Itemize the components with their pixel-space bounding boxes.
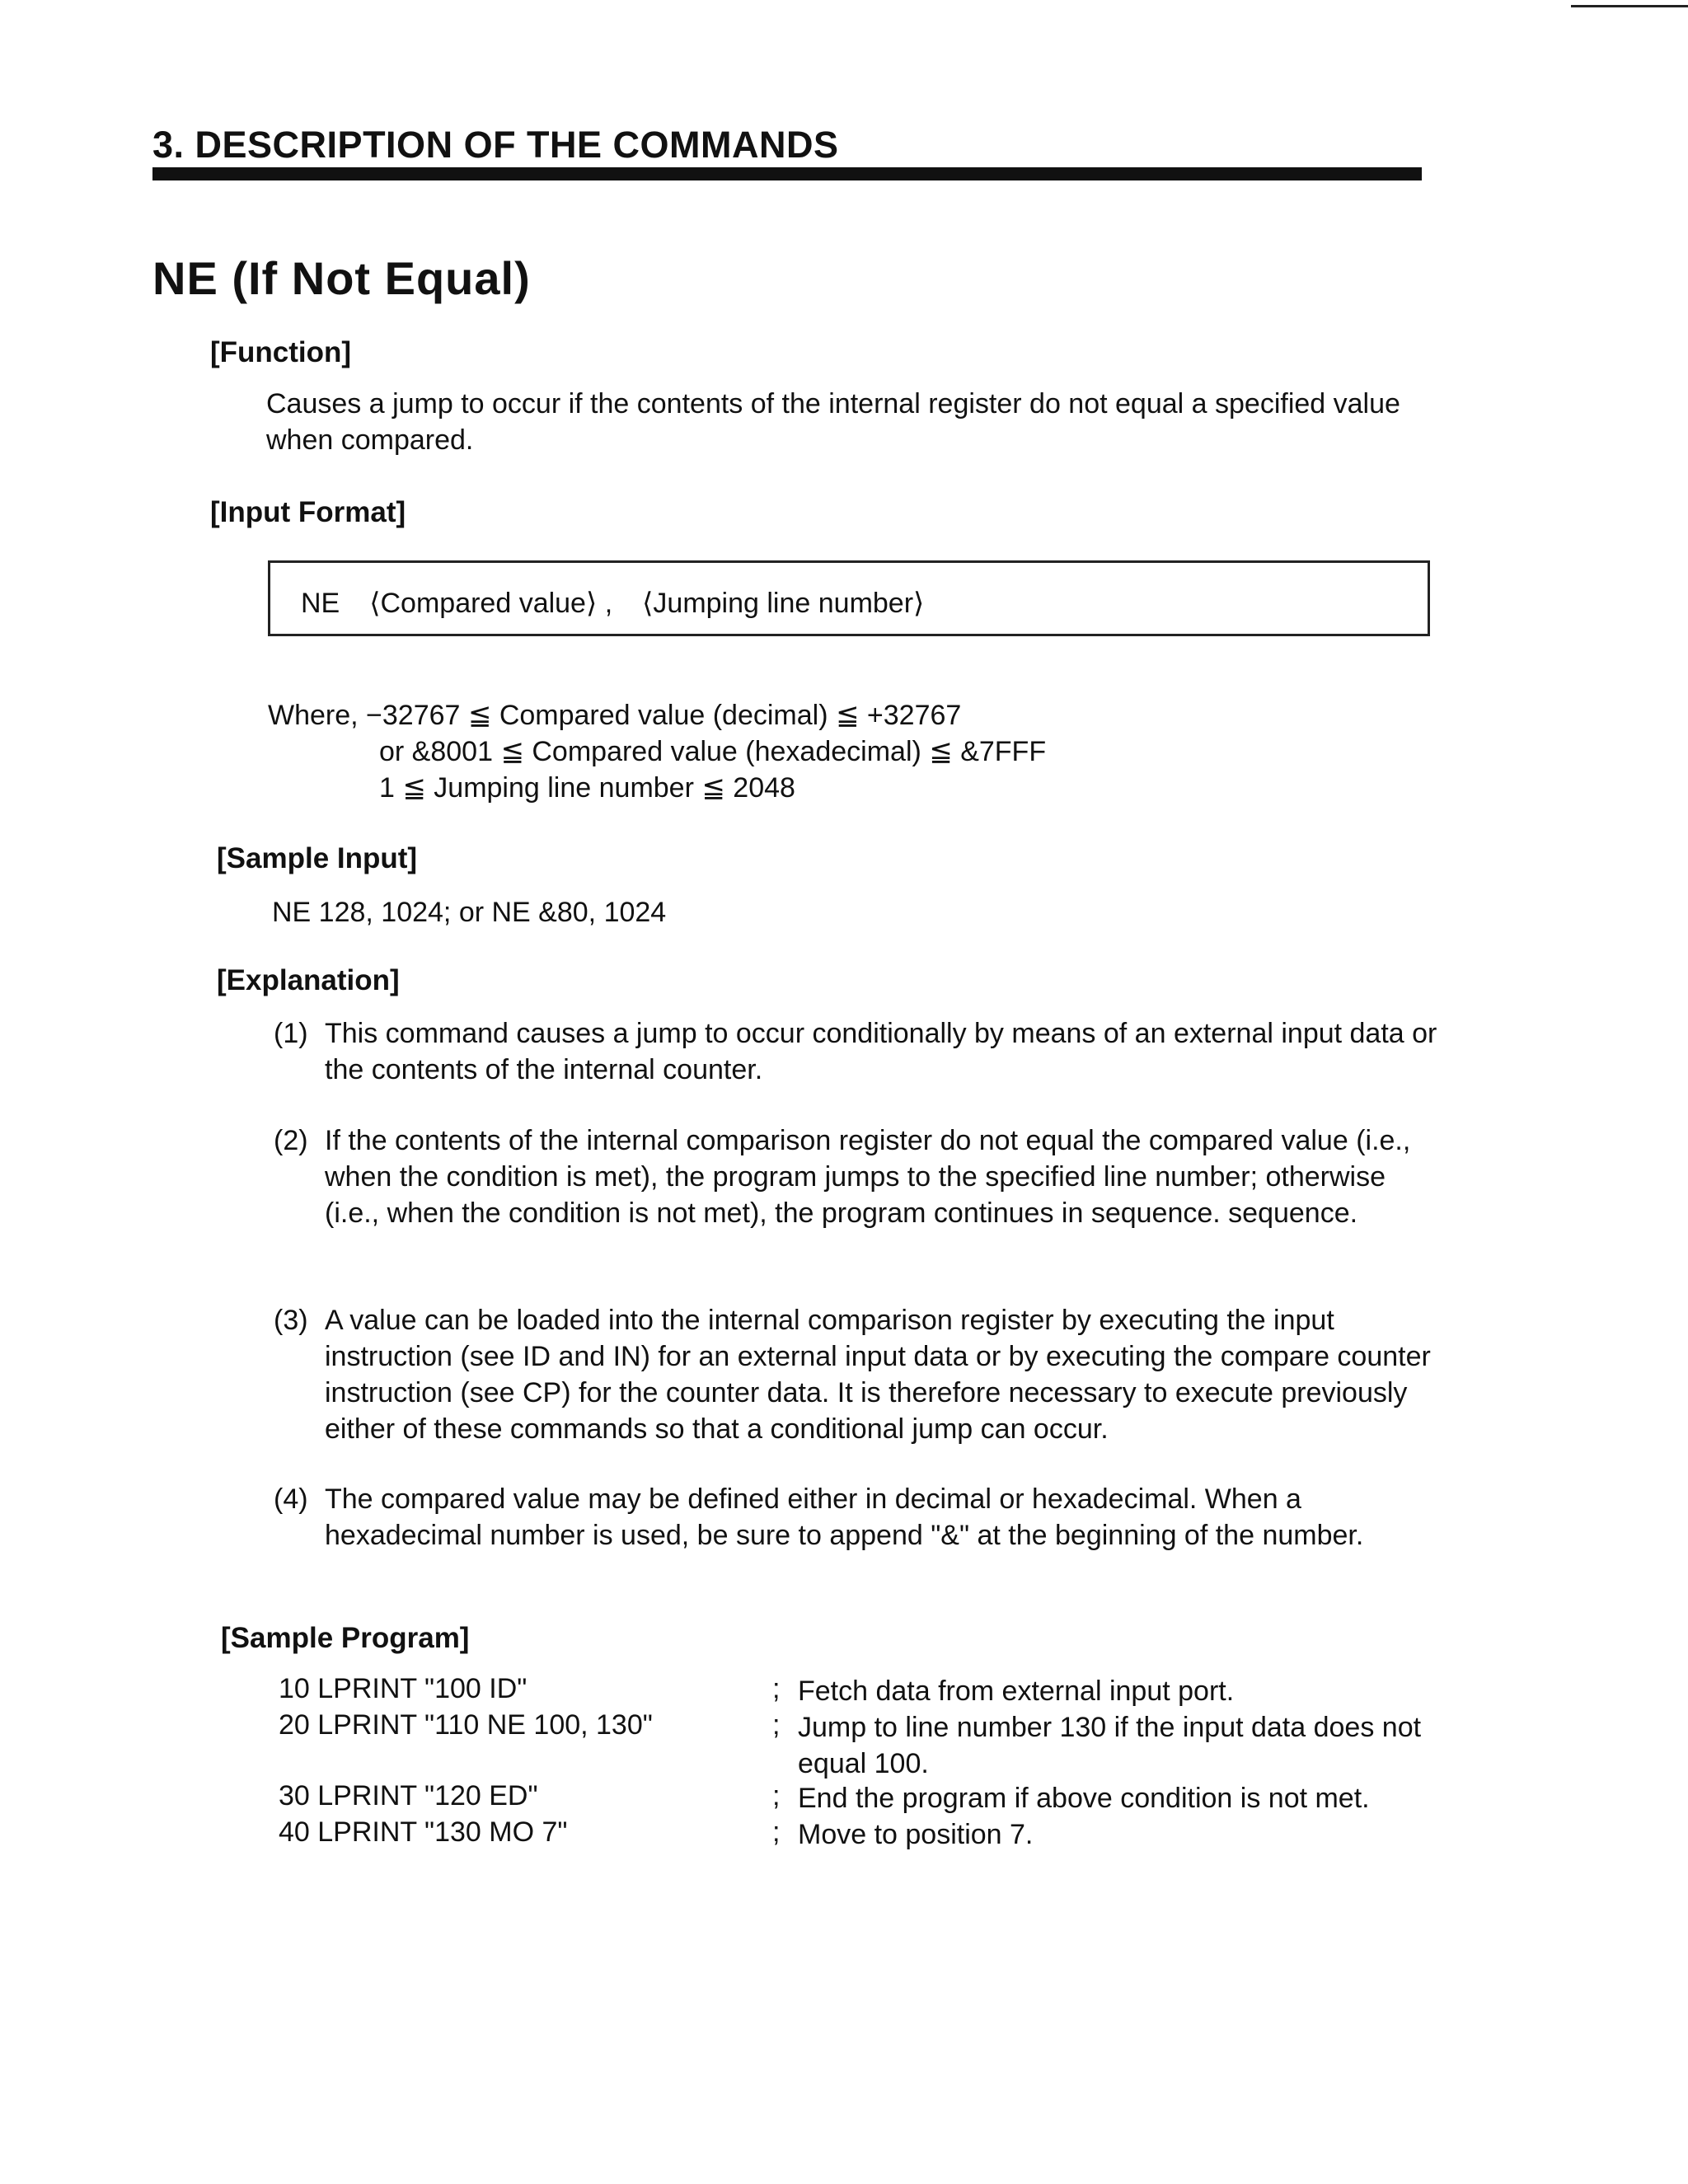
sample-program-heading: [Sample Program] — [221, 1622, 470, 1654]
where-line-1: Where, −32767 ≦ Compared value (decimal) ≦ +32767 — [268, 700, 962, 731]
item-number: (1) — [274, 1018, 308, 1049]
program-line-1-semicolon: ; — [772, 1673, 781, 1704]
where-line-3: 1 ≦ Jumping line number ≦ 2048 — [379, 772, 795, 804]
chapter-title: 3. DESCRIPTION OF THE COMMANDS — [152, 124, 839, 166]
format-arg-compared: ⟨Compared value⟩ — [369, 588, 598, 619]
format-syntax — [301, 587, 924, 620]
scan-artifact-line — [1571, 5, 1688, 7]
chapter-rule — [152, 167, 1422, 180]
command-title: NE (If Not Equal) — [152, 252, 531, 304]
program-line-4-semicolon: ; — [772, 1816, 781, 1848]
where-line-2: or &8001 ≦ Compared value (hexadecimal) ≦ &7FFF — [379, 736, 1047, 767]
explanation-item-4 — [274, 1481, 1444, 1596]
program-line-3-comment: End the program if above condition is not met. — [798, 1783, 1370, 1814]
format-arg-jump: ⟨Jumping line number⟩ — [642, 588, 925, 619]
item-number: (3) — [274, 1305, 308, 1336]
program-line-2-comment: Jump to line number 130 if the input data does not equal 100. — [798, 1712, 1422, 1779]
program-line-1-code: 10 LPRINT "100 ID" — [279, 1673, 528, 1704]
program-line-4-comment: Move to position 7. — [798, 1819, 1034, 1850]
format-cmd: NE — [301, 588, 340, 619]
item-number: (2) — [274, 1125, 308, 1156]
sample-input-text: NE 128, 1024; or NE &80, 1024 — [272, 897, 667, 928]
explanation-item-1 — [274, 1015, 1444, 1098]
program-line-1-comment: Fetch data from external input port. — [798, 1675, 1235, 1707]
input-format-heading: [Input Format] — [210, 496, 406, 528]
program-line-3-semicolon: ; — [772, 1780, 781, 1811]
item-text: A value can be loaded into the internal comparison register by executing the input instruction (see ID and IN) for an external input data or by executing the compare counter instruction (see CP) for the counter data. It is therefore necessary to execute previously either of these commands so that a conditional jump can occur. — [325, 1305, 1431, 1445]
function-heading: [Function] — [210, 336, 352, 368]
function-text: Causes a jump to occur if the contents of the internal register do not equal a specified value when compared. — [266, 388, 1400, 456]
format-separator: , — [604, 588, 613, 619]
sample-input-heading: [Sample Input] — [217, 842, 418, 874]
program-line-2-semicolon: ; — [772, 1709, 781, 1741]
explanation-item-2 — [274, 1122, 1444, 1271]
program-line-3-code: 30 LPRINT "120 ED" — [279, 1780, 538, 1811]
item-text: The compared value may be defined either in decimal or hexadecimal. When a hexadecimal number is used, be sure to append "&" at the beginning of the number. — [325, 1483, 1364, 1551]
explanation-heading: [Explanation] — [217, 964, 400, 996]
explanation-item-3 — [274, 1302, 1444, 1451]
program-line-2-code: 20 LPRINT "110 NE 100, 130" — [279, 1709, 653, 1741]
item-text: If the contents of the internal comparison register do not equal the compared value (i.e., when the condition is met), the program jumps to the specified line number; otherwise (i.e., when the condition is not met), the program continues in sequence. sequence. — [325, 1125, 1411, 1229]
item-number: (4) — [274, 1483, 308, 1515]
item-text: This command causes a jump to occur conditionally by means of an external input data or the contents of the internal counter. — [325, 1018, 1437, 1085]
program-line-4-code: 40 LPRINT "130 MO 7" — [279, 1816, 568, 1848]
